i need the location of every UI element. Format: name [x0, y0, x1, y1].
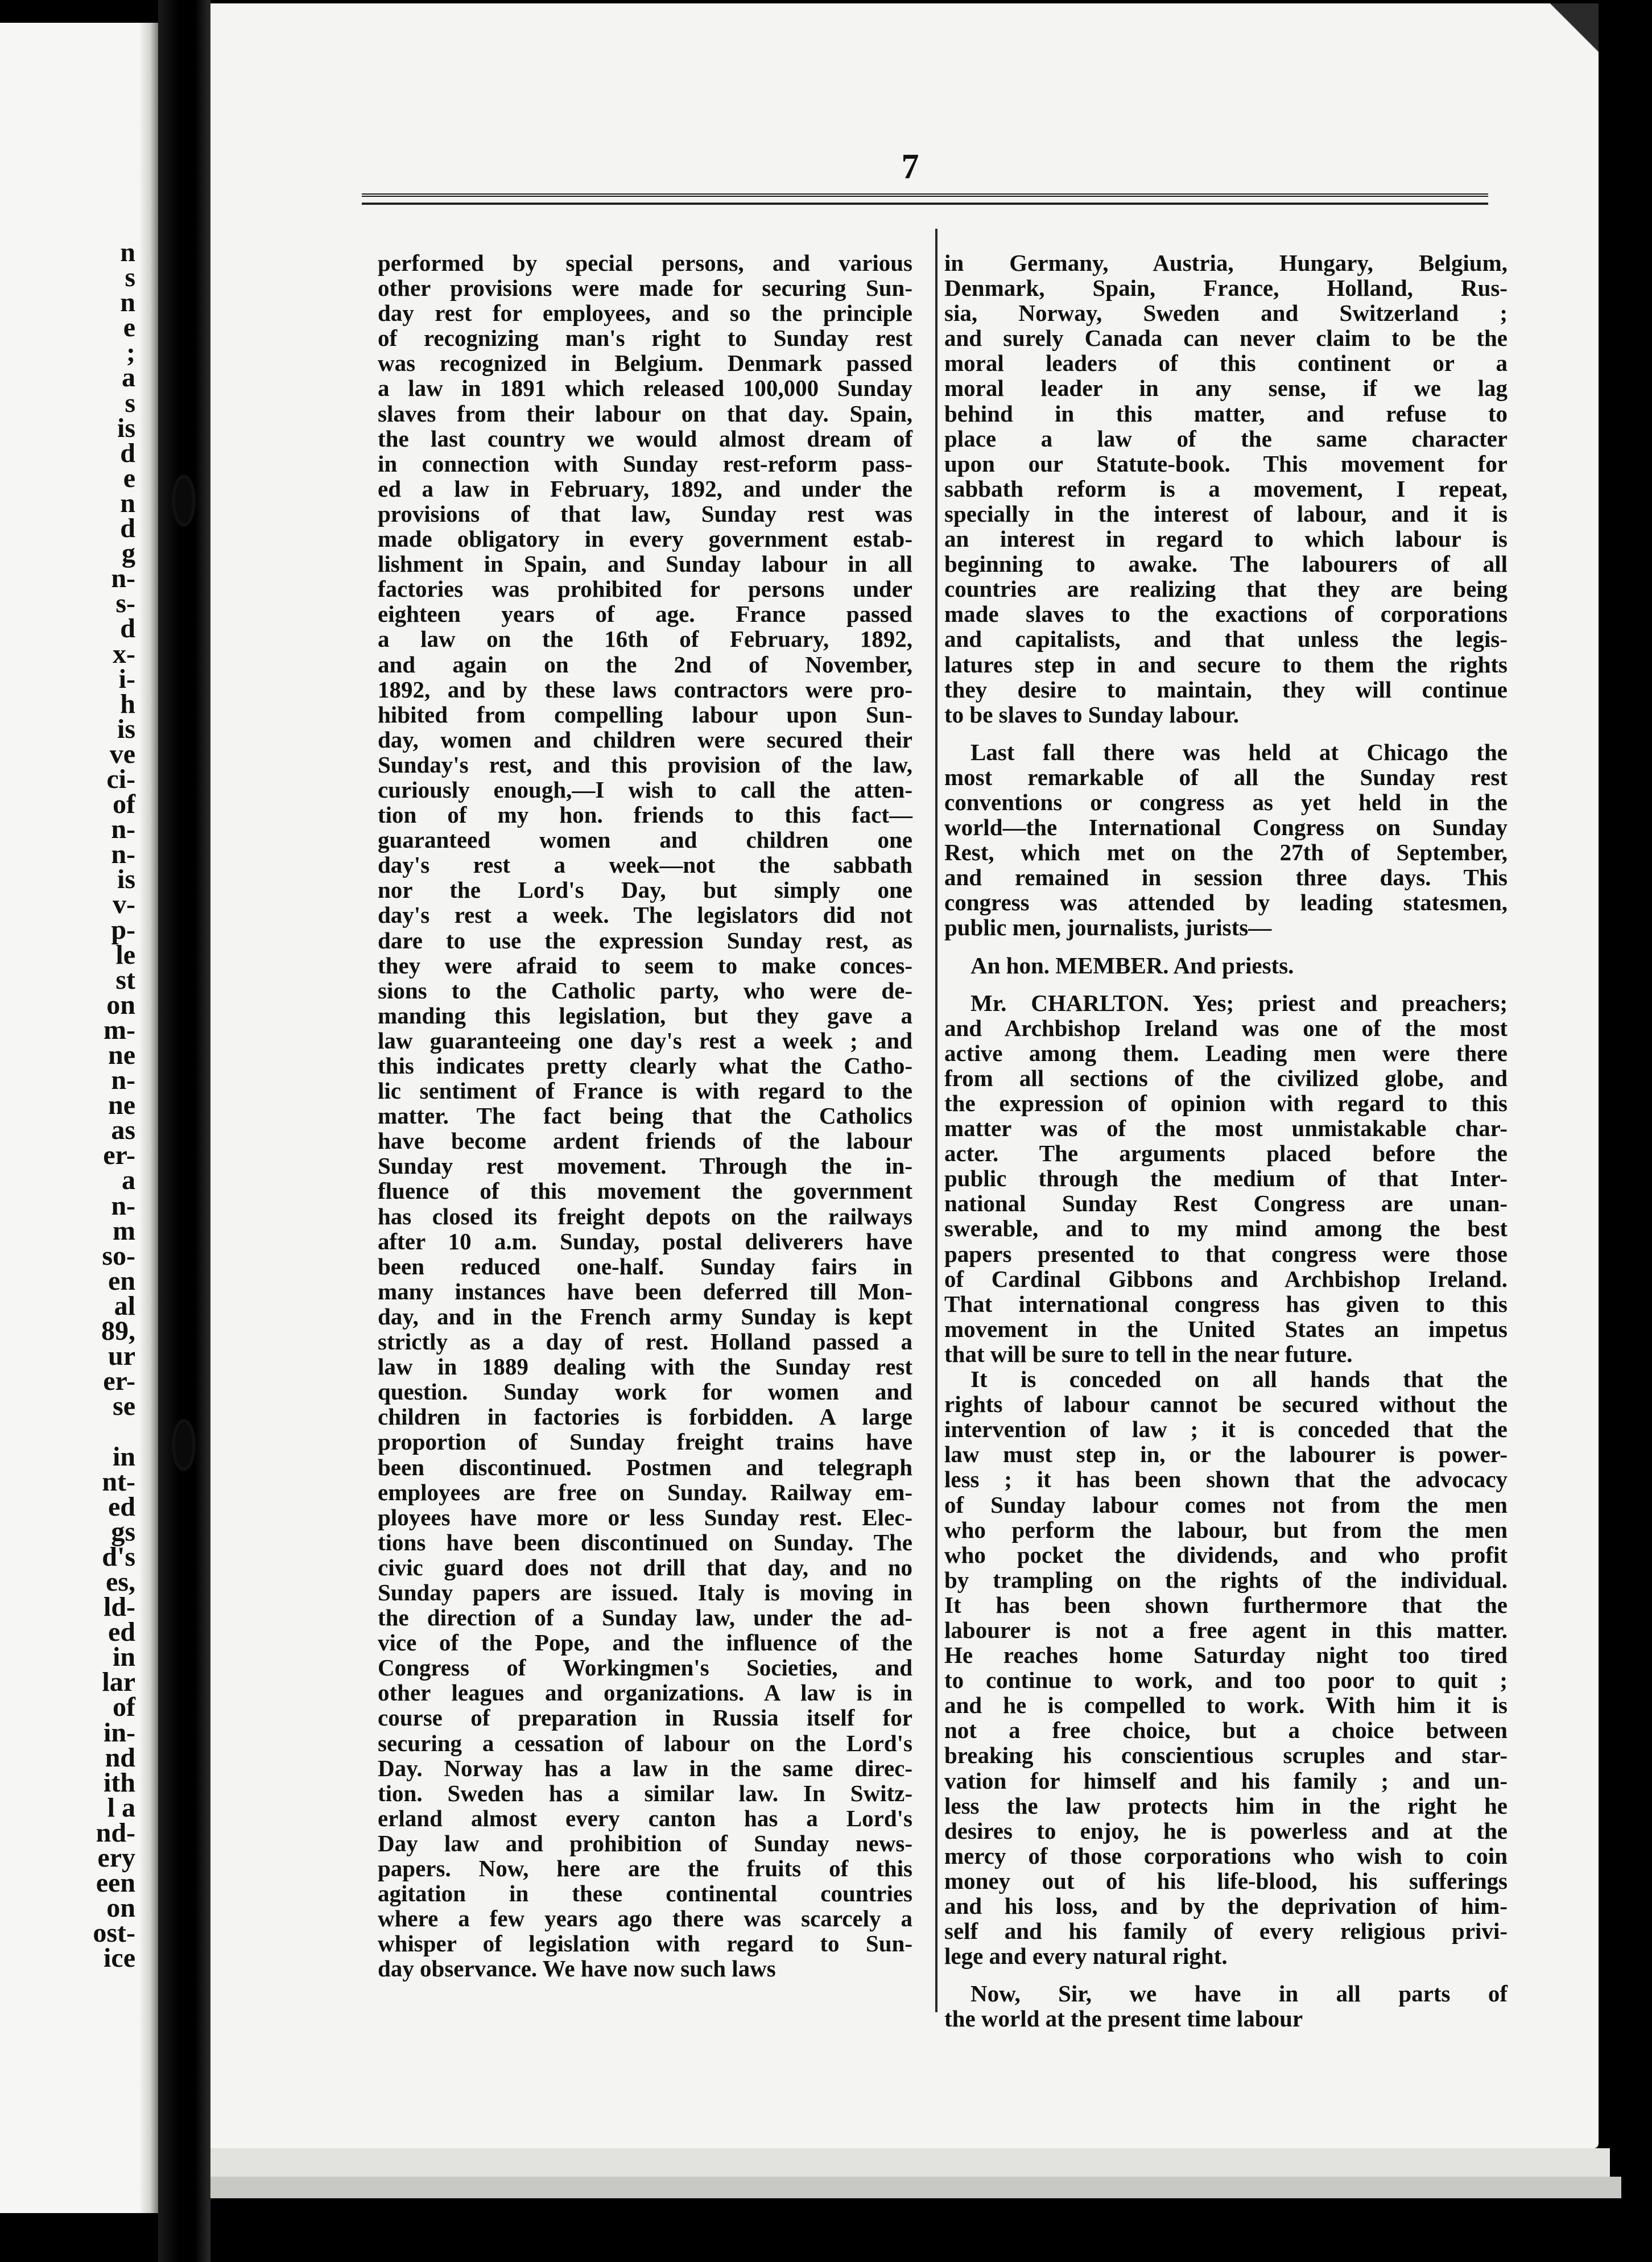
text-line: sia, Norway, Sweden and Switzerland ;: [944, 300, 1508, 327]
text-line: to be slaves to Sunday labour.: [944, 701, 1239, 728]
text-line: agitation in these continental countries: [378, 1880, 912, 1907]
fragment-line: ed: [108, 1491, 135, 1522]
text-line: in Germany, Austria, Hungary, Belgium,: [944, 250, 1508, 276]
text-line: breaking his conscientious scruples and star-: [944, 1742, 1508, 1769]
fragment-line: d: [120, 513, 135, 544]
text-line: provisions of that law, Sunday rest was: [378, 500, 912, 527]
fragment-line: s: [125, 387, 135, 418]
text-line: proportion of Sunday freight trains have: [378, 1429, 912, 1455]
text-line: by trampling on the rights of the individual.: [944, 1566, 1508, 1593]
text-line: papers. Now, here are the fruits of this: [378, 1855, 912, 1881]
left-column: [378, 250, 912, 1981]
fragment-line: ne: [108, 1040, 135, 1070]
fragment-line: in: [112, 1642, 135, 1673]
fragment-line: ost-: [93, 1918, 135, 1949]
text-line: conventions or congress as yet held in the: [944, 789, 1508, 815]
text-line: movement in the United States an impetus: [944, 1315, 1508, 1342]
text-line: sions to the Catholic party, who were de-: [378, 977, 912, 1004]
text-line: of recognizing man's right to Sunday rest: [378, 325, 912, 352]
text-line: in connection with Sunday rest-reform pass-: [378, 450, 912, 477]
text-line: day's rest a week. The legislators did not: [378, 902, 912, 928]
text-line: of Sunday labour comes not from the men: [944, 1491, 1508, 1518]
text-line: specially in the interest of labour, and it is: [944, 500, 1508, 527]
text-line: papers presented to that congress were those: [944, 1240, 1508, 1267]
fragment-line: i-: [118, 663, 135, 694]
page-number: 7: [901, 147, 919, 186]
text-line: to continue to work, and too poor to quit ;: [944, 1667, 1508, 1694]
paragraph-gap: [944, 978, 1508, 990]
text-line: tions have been discontinued on Sunday. The: [378, 1529, 912, 1555]
text-line: Rest, which met on the 27th of September,: [944, 839, 1508, 866]
text-line: day rest for employees, and so the principle: [378, 300, 912, 327]
fragment-line: en: [108, 1265, 135, 1296]
text-line: where a few years ago there was scarcely a: [378, 1905, 912, 1932]
right-column: [944, 250, 1508, 2031]
page-stack-edge: [210, 2148, 1610, 2177]
fragment-line: of: [113, 1692, 135, 1723]
fragment-line: n-: [111, 1065, 135, 1096]
text-line: they desire to maintain, they will continue: [944, 676, 1508, 703]
fragment-line: ve: [109, 738, 135, 769]
text-line: place a law of the same character: [944, 425, 1508, 452]
text-line: hibited from compelling labour upon Sun-: [378, 701, 912, 728]
text-line: have become ardent friends of the labour: [378, 1128, 912, 1154]
text-line: law must step in, or the labourer is power-: [944, 1441, 1508, 1468]
text-line: erland almost every canton has a Lord's: [378, 1805, 912, 1831]
text-line: Day law and prohibition of Sunday news-: [378, 1830, 912, 1856]
fragment-line: is: [117, 864, 135, 895]
text-line: matter. The fact being that the Catholics: [378, 1103, 912, 1129]
text-line: mercy of those corporations who wish to coin: [944, 1842, 1508, 1869]
text-line: the world at the present time labour: [944, 2005, 1303, 2032]
previous-page-shadow: [139, 23, 158, 2213]
fragment-line: n-: [111, 839, 135, 870]
fragment-line: ;: [126, 337, 135, 368]
text-line: the direction of a Sunday law, under the ad-: [378, 1604, 912, 1631]
text-line: intervention of law ; it is conceded that the: [944, 1416, 1508, 1443]
text-line: other provisions were made for securing Sun-: [378, 275, 912, 302]
text-line: That international congress has given to this: [944, 1290, 1508, 1317]
fragment-line: [0, 1419, 135, 1444]
header-rule: [362, 193, 1488, 197]
text-line: Sunday rest movement. Through the in-: [378, 1153, 912, 1179]
text-line: of Cardinal Gibbons and Archbishop Ireland.: [944, 1265, 1508, 1292]
fragment-line: ery: [97, 1843, 135, 1873]
fragment-line: g: [122, 538, 135, 569]
text-line: and surely Canada can never claim to be the: [944, 325, 1508, 352]
text-line: manding this legislation, but they gave a: [378, 1002, 912, 1029]
text-line: Congress of Workingmen's Societies, and: [378, 1654, 912, 1681]
fragment-line: so-: [102, 1240, 135, 1271]
fragment-line: s: [125, 262, 135, 293]
text-line: ployees have more or less Sunday rest. Elec-: [378, 1504, 912, 1530]
fragment-line: is: [117, 412, 135, 443]
text-line: Sunday papers are issued. Italy is moving in: [378, 1579, 912, 1605]
text-line: curiously enough,—I wish to call the atten-: [378, 776, 912, 803]
fragment-line: p-: [111, 914, 135, 945]
text-line: has closed its freight depots on the railways: [378, 1203, 912, 1229]
text-line: factories was prohibited for persons under: [378, 576, 912, 602]
fragment-line: n-: [111, 814, 135, 845]
text-line: upon our Statute-book. This movement for: [944, 450, 1508, 477]
fragment-line: nd-: [96, 1817, 135, 1848]
text-line: whisper of legislation with regard to Sun-: [378, 1930, 912, 1957]
text-line: world—the International Congress on Sunday: [944, 814, 1508, 841]
fragment-line: is: [117, 713, 135, 744]
text-line: It has been shown furthermore that the: [944, 1591, 1508, 1618]
text-line: Sunday's rest, and this provision of the law,: [378, 751, 912, 778]
text-line: course of preparation in Russia itself for: [378, 1704, 912, 1731]
fragment-line: d's: [102, 1541, 135, 1572]
fragment-line: l a: [107, 1792, 135, 1823]
text-line: He reaches home Saturday night too tired: [944, 1642, 1508, 1669]
fragment-line: on: [106, 989, 135, 1020]
fragment-line: m-: [104, 1014, 135, 1045]
text-line: labourer is not a free agent in this matter.: [944, 1616, 1508, 1643]
text-line: Now, Sir, we have in all parts of: [970, 1980, 1508, 2007]
fragment-line: of: [113, 789, 135, 820]
paragraph-gap: [944, 1968, 1508, 1981]
text-line: dare to use the expression Sunday rest, as: [378, 927, 912, 953]
text-line: Day. Norway has a law in the same direc-: [378, 1755, 912, 1781]
text-line: not a free choice, but a choice between: [944, 1717, 1508, 1744]
text-line: lege and every natural right.: [944, 1943, 1228, 1970]
fragment-line: ld-: [103, 1592, 135, 1623]
paragraph-gap: [944, 940, 1508, 953]
fragment-line: n-: [111, 563, 135, 594]
text-line: acter. The arguments placed before the: [944, 1140, 1508, 1167]
text-line: other leagues and organizations. A law is in: [378, 1679, 912, 1706]
text-line: tion. Sweden has a similar law. In Switz-: [378, 1780, 912, 1806]
text-line: slaves from their labour on that day. Spain,: [378, 400, 912, 427]
previous-page-edge: [0, 23, 158, 2213]
fragment-line: m: [113, 1215, 135, 1246]
text-line: public through the medium of that Inter-: [944, 1165, 1508, 1192]
text-line: been reduced one-half. Sunday fairs in: [378, 1253, 912, 1279]
text-line: this indicates pretty clearly what the Catho-: [378, 1052, 912, 1079]
text-line: public men, journalists, jurists—: [944, 914, 1272, 941]
binding-mark: [175, 1422, 192, 1468]
page-stack-edge: [210, 2177, 1621, 2198]
paragraph-gap: [944, 727, 1508, 740]
text-line: been discontinued. Postmen and telegraph: [378, 1454, 912, 1480]
text-line: securing a cessation of labour on the Lord's: [378, 1729, 912, 1756]
torn-corner: [1536, 3, 1599, 77]
text-line: day's rest a week—not the sabbath: [378, 852, 912, 878]
text-line: performed by special persons, and various: [378, 250, 912, 276]
text-line: made obligatory in every government estab-: [378, 526, 912, 552]
text-line: children in factories is forbidden. A large: [378, 1404, 912, 1430]
text-line: desires to enjoy, he is powerless and at the: [944, 1817, 1508, 1844]
text-line: made slaves to the exactions of corporations: [944, 601, 1508, 628]
text-line: day, and in the French army Sunday is kept: [378, 1303, 912, 1330]
text-line: swerable, and to my mind among the best: [944, 1215, 1508, 1242]
fragment-line: d: [120, 437, 135, 468]
binding-gutter: [158, 0, 210, 2262]
fragment-line: in-: [103, 1717, 135, 1748]
fragment-line: in: [112, 1441, 135, 1472]
text-line: the last country we would almost dream of: [378, 425, 912, 452]
text-line: strictly as a day of rest. Holland passed a: [378, 1328, 912, 1355]
text-line: countries are realizing that they are being: [944, 576, 1508, 602]
fragment-line: h: [120, 688, 135, 719]
text-line: who perform the labour, but from the men: [944, 1516, 1508, 1543]
text-line: rights of labour cannot be secured without the: [944, 1391, 1508, 1418]
fragment-line: ur: [108, 1341, 135, 1372]
text-line: Last fall there was held at Chicago the: [970, 738, 1508, 765]
text-line: and he is compelled to work. With him it is: [944, 1692, 1508, 1719]
fragment-line: n: [120, 287, 135, 318]
text-line: tion of my hon. friends to this fact—: [378, 802, 912, 828]
text-line: civic guard does not drill that day, and no: [378, 1554, 912, 1580]
text-line: vation for himself and his family ; and un-: [944, 1767, 1508, 1794]
fragment-line: er-: [103, 1366, 135, 1397]
text-line: active among them. Leading men were there: [944, 1039, 1508, 1066]
text-line: eighteen years of age. France passed: [378, 601, 912, 628]
fragment-line: ne: [108, 1090, 135, 1121]
fragment-line: as: [111, 1115, 135, 1146]
binding-mark: [175, 478, 192, 523]
text-line: congress was attended by leading statesmen,: [944, 889, 1508, 916]
text-line: 1892, and by these laws contractors were pro-: [378, 676, 912, 703]
fragment-line: 89,: [101, 1316, 135, 1347]
text-line: the expression of opinion with regard to this: [944, 1090, 1508, 1116]
text-line: moral leader in any sense, if we lag: [944, 375, 1508, 402]
text-line: question. Sunday work for women and: [378, 1378, 912, 1405]
text-line: Mr. CHARLTON. Yes; priest and preachers;: [970, 989, 1508, 1016]
fragment-line: n: [120, 488, 135, 518]
text-line: ed a law in February, 1892, and under the: [378, 475, 912, 502]
text-line: less the law protects him in the right he: [944, 1792, 1508, 1819]
text-line: national Sunday Rest Congress are unan-: [944, 1190, 1508, 1217]
text-line: sabbath reform is a movement, I repeat,: [944, 475, 1508, 502]
text-line: and again on the 2nd of November,: [378, 651, 912, 678]
fragment-line: st: [115, 964, 135, 995]
fragment-line: e: [123, 312, 135, 343]
text-line: An hon. MEMBER. And priests.: [970, 952, 1294, 979]
column-divider: [935, 229, 937, 2012]
text-line: and capitalists, and that unless the legis-: [944, 626, 1508, 653]
text-line: that will be sure to tell in the near future.: [944, 1340, 1353, 1367]
fragment-line: v-: [113, 889, 135, 920]
fragment-line: a: [122, 1165, 135, 1196]
fragment-line: ith: [103, 1767, 135, 1798]
fragment-line: a: [122, 362, 135, 393]
text-line: after 10 a.m. Sunday, postal deliverers have: [378, 1228, 912, 1254]
text-line: day, women and children were secured their: [378, 726, 912, 753]
previous-page-text-fragment: [0, 237, 135, 1974]
fragment-line: d: [120, 613, 135, 644]
text-line: behind in this matter, and refuse to: [944, 400, 1508, 427]
text-line: less ; it has been shown that the advocacy: [944, 1466, 1508, 1493]
fragment-line: se: [113, 1391, 135, 1422]
fragment-line: ed: [108, 1617, 135, 1648]
fragment-line: lar: [102, 1667, 135, 1698]
fragment-line: x-: [113, 638, 135, 669]
text-line: law guaranteeing one day's rest a week ; and: [378, 1027, 912, 1054]
text-line: employees are free on Sunday. Railway em-: [378, 1479, 912, 1505]
text-line: nor the Lord's Day, but simply one: [378, 877, 912, 903]
text-line: and Archbishop Ireland was one of the most: [944, 1014, 1508, 1041]
text-line: a law on the 16th of February, 1892,: [378, 626, 912, 653]
text-line: from all sections of the civilized globe, and: [944, 1064, 1508, 1091]
fragment-line: ice: [104, 1943, 135, 1974]
text-line: law in 1889 dealing with the Sunday rest: [378, 1353, 912, 1380]
text-line: latures step in and secure to them the rights: [944, 651, 1508, 678]
text-line: lishment in Spain, and Sunday labour in all: [378, 551, 912, 577]
fragment-line: nt-: [102, 1466, 135, 1497]
fragment-line: s-: [115, 588, 135, 619]
text-line: and remained in session three days. This: [944, 864, 1508, 891]
text-line: many instances have been deferred till Mon-: [378, 1278, 912, 1305]
text-line: day observance. We have now such laws: [378, 1955, 776, 1982]
header-rule: [362, 203, 1488, 205]
fragment-line: e: [123, 463, 135, 493]
text-line: an interest in regard to which labour is: [944, 526, 1508, 552]
text-line: was recognized in Belgium. Denmark passed: [378, 350, 912, 377]
fragment-line: al: [114, 1290, 135, 1321]
text-line: matter was of the most unmistakable char-: [944, 1115, 1508, 1142]
fragment-line: een: [96, 1868, 135, 1898]
fragment-line: er-: [103, 1140, 135, 1171]
fragment-line: gs: [111, 1516, 135, 1547]
text-line: guaranteed women and children one: [378, 827, 912, 853]
fragment-line: le: [115, 939, 135, 970]
text-line: money out of his life-blood, his sufferings: [944, 1867, 1508, 1894]
fragment-line: n: [120, 237, 135, 267]
fragment-line: es,: [106, 1566, 135, 1597]
text-line: a law in 1891 which released 100,000 Sunday: [378, 375, 912, 402]
fragment-line: on: [106, 1893, 135, 1923]
text-line: fluence of this movement the government: [378, 1178, 912, 1204]
text-line: who pocket the dividends, and who profit: [944, 1541, 1508, 1568]
text-line: vice of the Pope, and the influence of the: [378, 1629, 912, 1656]
text-line: most remarkable of all the Sunday rest: [944, 763, 1508, 790]
text-line: they were afraid to seem to make conces-: [378, 952, 912, 979]
text-line: It is conceded on all hands that the: [970, 1366, 1508, 1393]
text-line: self and his family of every religious privi-: [944, 1918, 1508, 1945]
text-line: Denmark, Spain, France, Holland, Rus-: [944, 275, 1508, 302]
text-line: moral leaders of this continent or a: [944, 350, 1508, 377]
fragment-line: nd: [105, 1742, 135, 1773]
text-line: lic sentiment of France is with regard to the: [378, 1078, 912, 1104]
fragment-line: n-: [111, 1190, 135, 1221]
text-line: beginning to awake. The labourers of all: [944, 551, 1508, 577]
fragment-line: ci-: [106, 763, 135, 794]
text-line: and his loss, and by the deprivation of him-: [944, 1893, 1508, 1919]
